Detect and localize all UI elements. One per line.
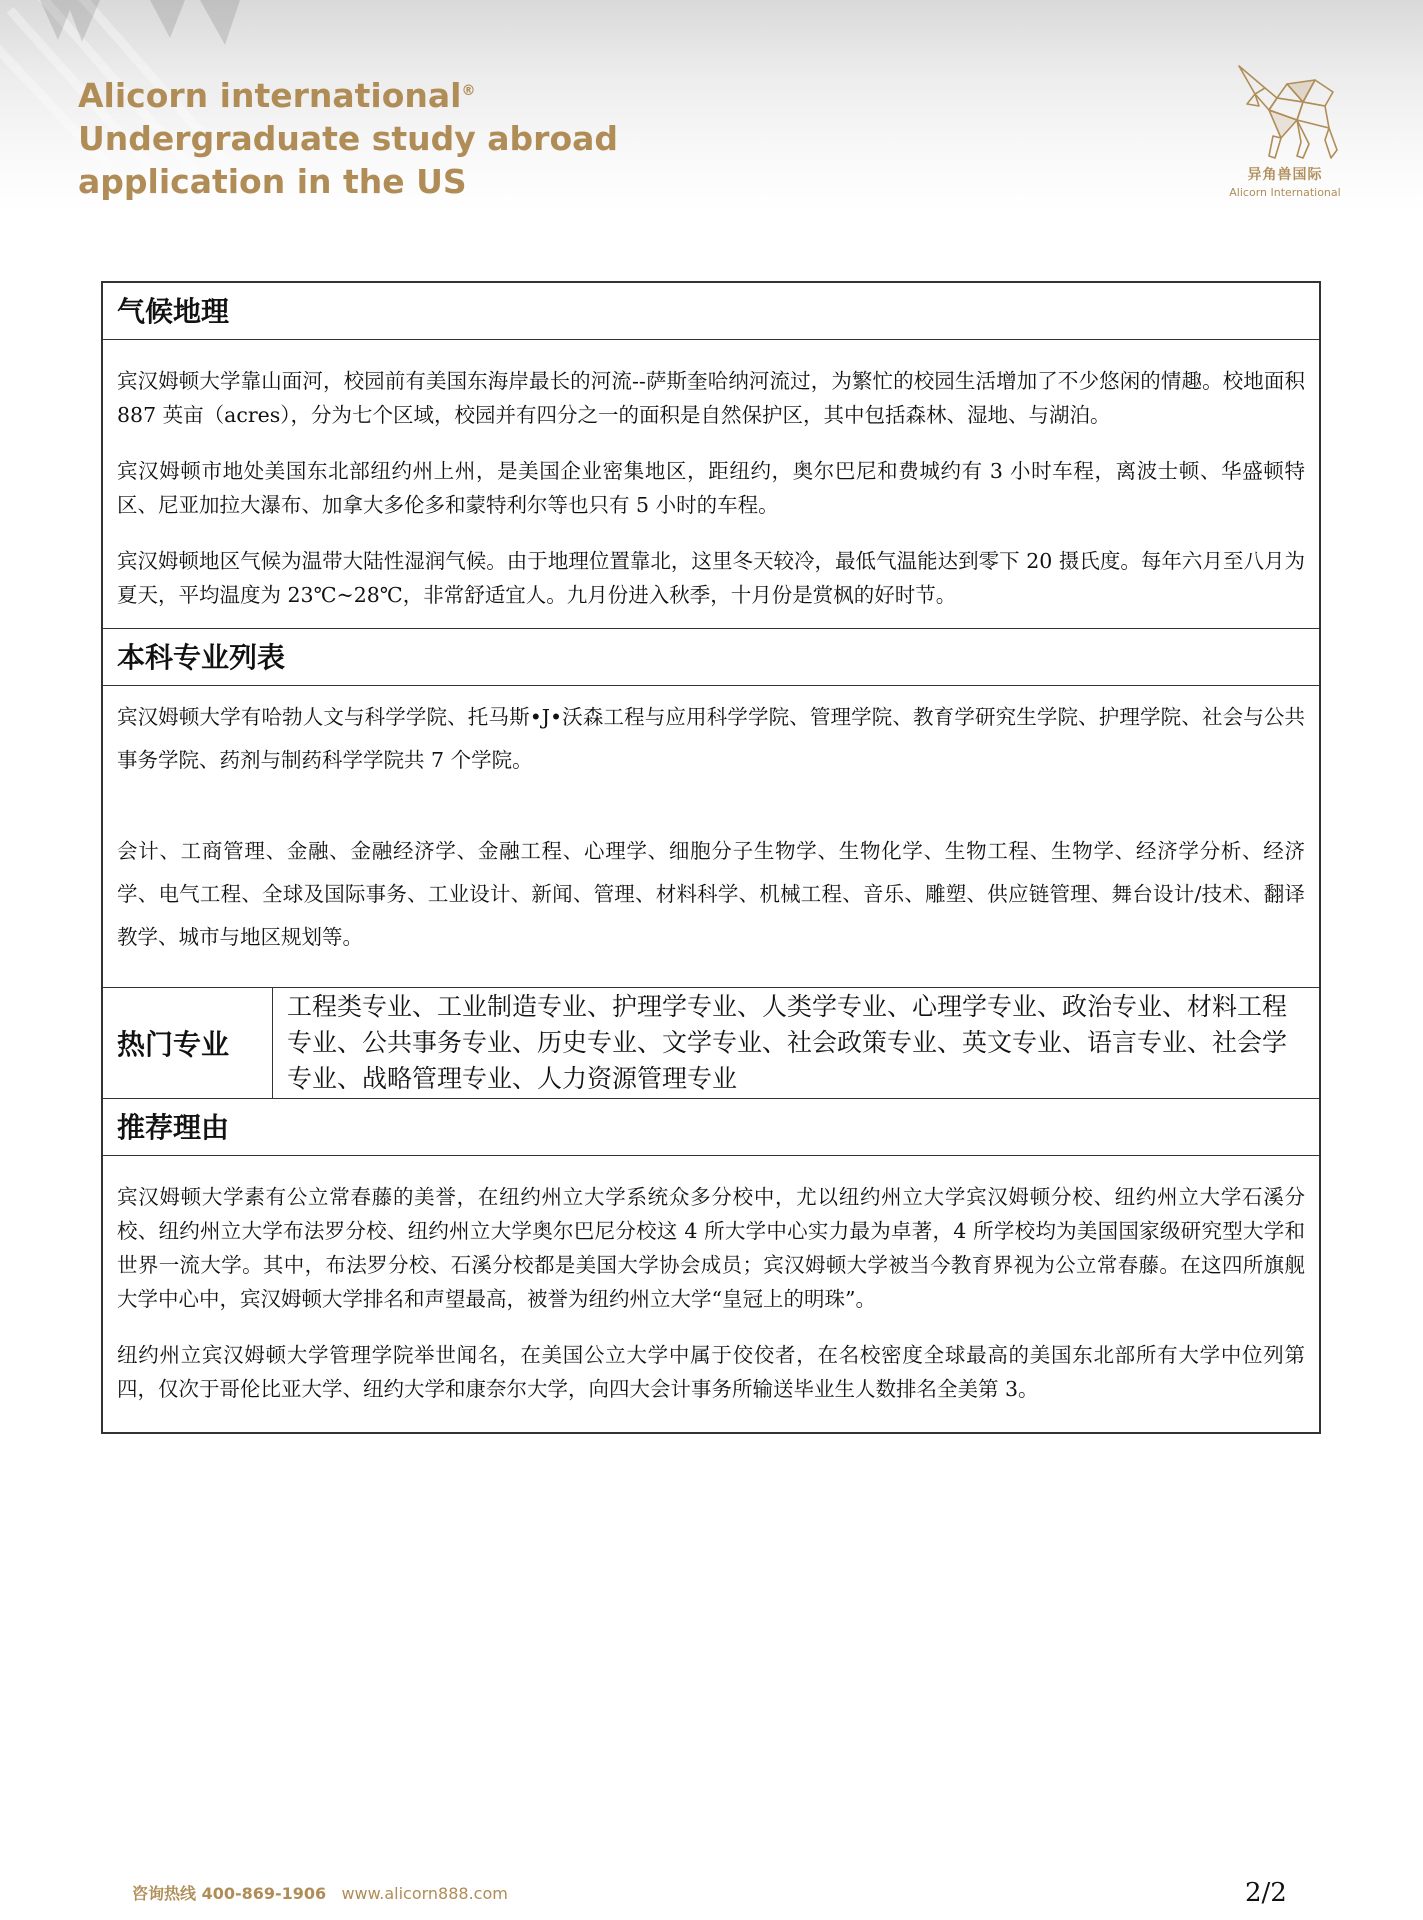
page-number: 2/2 (1245, 1878, 1287, 1908)
paragraph: 宾汉姆顿市地处美国东北部纽约州上州，是美国企业密集地区，距纽约，奥尔巴尼和费城约有 3 小时车程，离波士顿、华盛顿特区、尼亚加拉大瀑布、加拿大多伦多和蒙特利尔等也只有 5 小时的车程。 (117, 459, 1305, 517)
paragraph: 宾汉姆顿大学靠山面河，校园前有美国东海岸最长的河流--萨斯奎哈纳河流过，为繁忙的校园生活增加了不少悠闲的情趣。校地面积 887 英亩（acres），分为七个区域，校园并有四分之一的面积是自然保护区，其中包括森林、湿地、与湖泊。 (117, 369, 1305, 427)
registered-mark: ® (461, 83, 476, 99)
header-title-line2: Undergraduate study abroad (78, 119, 619, 158)
logo-english-name: Alicorn International (1229, 186, 1341, 199)
paragraph: 宾汉姆顿地区气候为温带大陆性湿润气候。由于地理位置靠北，这里冬天较冷，最低气温能达到零下 20 摄氏度。每年六月至八月为夏天，平均温度为 23℃~28℃，非常舒适宜人。九月份进入秋季，十月份是赏枫的好时节。 (117, 549, 1305, 607)
footer-contact (132, 1881, 508, 1904)
section-body-reasons (103, 1156, 1319, 1432)
footer-hotline: 咨询热线 400-869-1906 (132, 1884, 327, 1903)
section-heading-reasons: 推荐理由 (103, 1099, 1319, 1156)
alicorn-logo (1200, 58, 1370, 208)
footer-website-link[interactable]: www.alicorn888.com (341, 1884, 508, 1903)
section-heading-majors: 本科专业列表 (103, 629, 1319, 686)
logo-chinese-name: 异角兽国际 (1247, 167, 1323, 183)
paragraph: 宾汉姆顿大学素有公立常春藤的美誉，在纽约州立大学系统众多分校中，尤以纽约州立大学宾汉姆顿分校、纽约州立大学石溪分校、纽约州立大学布法罗分校、纽约州立大学奥尔巴尼分校这 4 所大学中心实力最为卓著，4 所学校均为美国国家级研究型大学和世界一流大学。其中，布法罗分校、石溪分校都是美国大学协会成员；宾汉姆顿大学被当今教育界视为公立常春藤。在这四所旗舰大学中心中，宾汉姆顿大学排名和声望最高，被誉为纽约州立大学“皇冠上的明珠”。 (117, 1185, 1305, 1311)
header-title (78, 70, 618, 203)
section-body-climate (103, 340, 1319, 629)
header-title-line3: application in the US (78, 162, 467, 201)
paragraph: 纽约州立宾汉姆顿大学管理学院举世闻名，在美国公立大学中属于佼佼者，在名校密度全球最高的美国东北部所有大学中位列第四，仅次于哥伦比亚大学、纽约大学和康奈尔大学，向四大会计事务所输送毕业生人数排名全美第 3。 (117, 1343, 1305, 1401)
unicorn-icon (1225, 58, 1345, 162)
section-body-majors (103, 686, 1319, 988)
hot-majors-row (103, 988, 1319, 1099)
paragraph: 会计、工商管理、金融、金融经济学、金融工程、心理学、细胞分子生物学、生物化学、生物工程、生物学、经济学分析、经济学、电气工程、全球及国际事务、工业设计、新闻、管理、材料科学、机械工程、音乐、雕塑、供应链管理、舞台设计/技术、翻译教学、城市与地区规划等。 (117, 839, 1305, 949)
hot-majors-label: 热门专业 (103, 988, 273, 1098)
section-heading-climate: 气候地理 (103, 283, 1319, 340)
paragraph: 宾汉姆顿大学有哈勃人文与科学学院、托马斯•J•沃森工程与应用科学学院、管理学院、教育学研究生学院、护理学院、社会与公共事务学院、药剂与制药科学学院共 7 个学院。 (117, 705, 1305, 772)
content-frame (101, 281, 1321, 1434)
header-title-line1: Alicorn international (78, 76, 462, 115)
hot-majors-text: 工程类专业、工业制造专业、护理学专业、人类学专业、心理学专业、政治专业、材料工程专业、公共事务专业、历史专业、文学专业、社会政策专业、英文专业、语言专业、社会学专业、战略管理专业、人力资源管理专业 (287, 992, 1288, 1093)
